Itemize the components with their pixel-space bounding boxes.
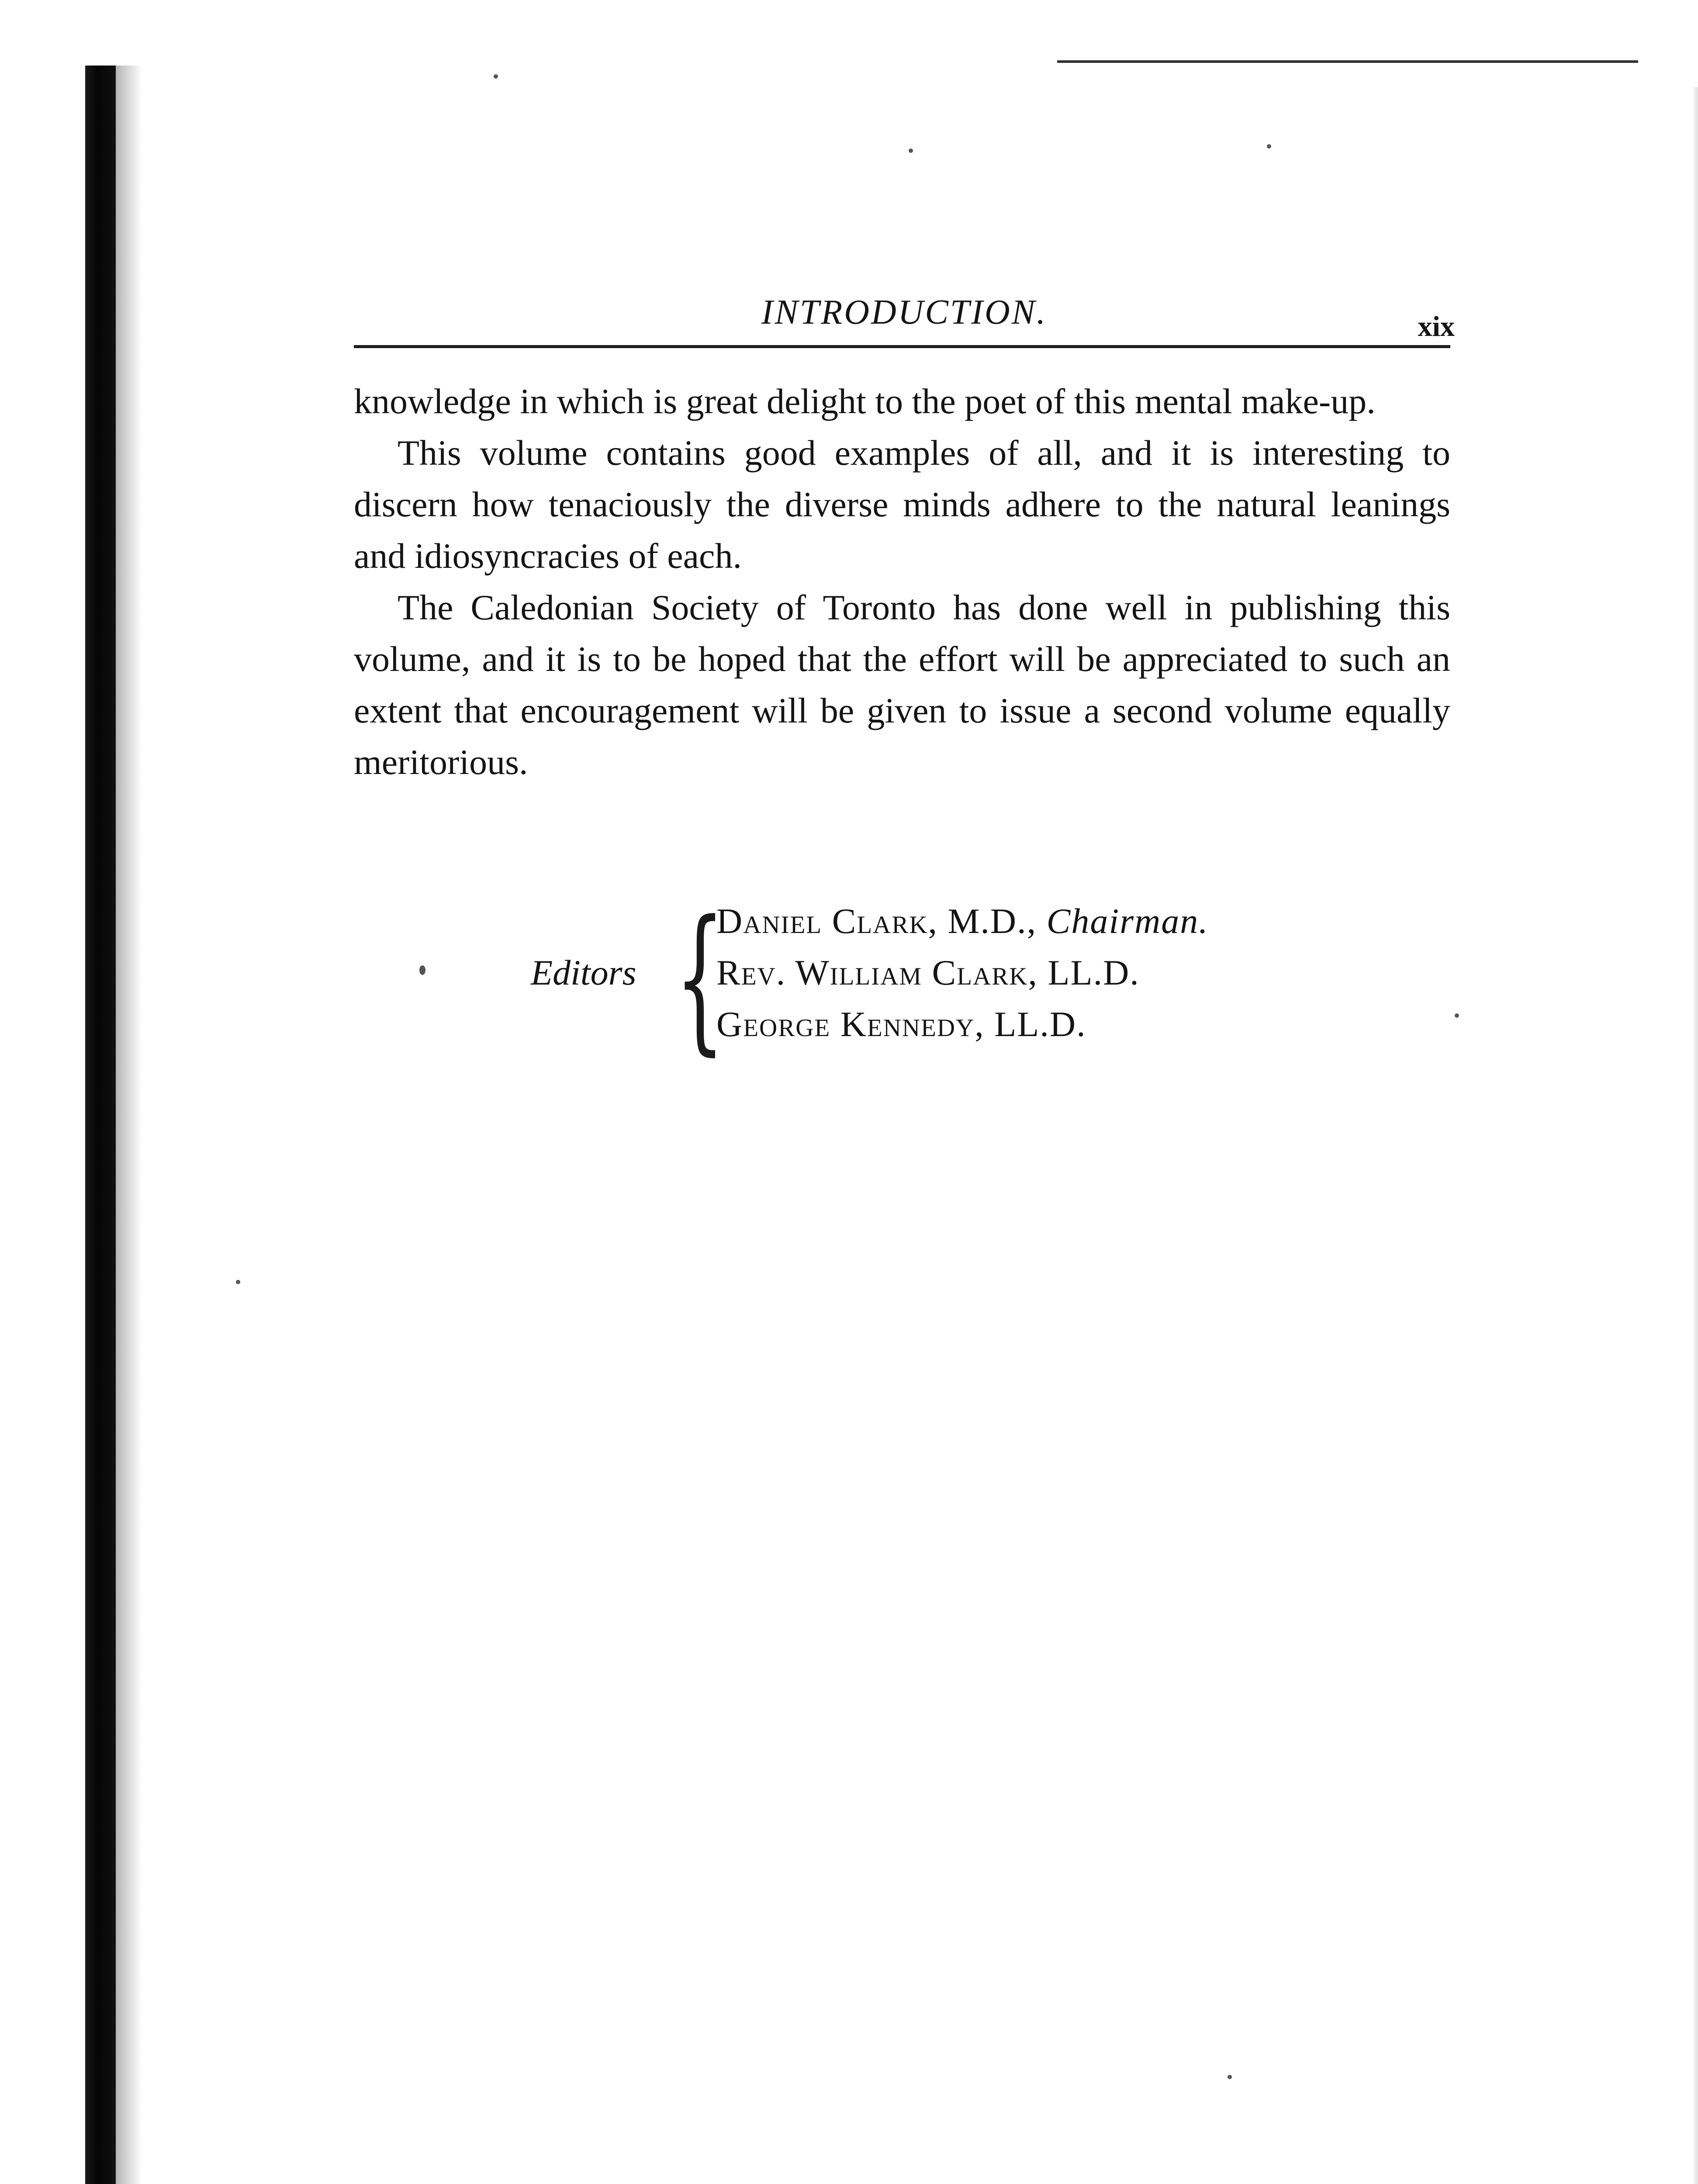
editor-name: George Kennedy, LL.D. [716,1004,1086,1044]
editor-name: Daniel Clark, M.D., [716,901,1037,941]
editors-label: Editors [531,953,636,992]
scan-speck [236,1280,240,1284]
editors-signature [520,887,1394,1070]
scan-speck [1228,2075,1232,2079]
editor-entry [716,895,1209,947]
scan-speck [1455,1013,1459,1018]
scan-speck [419,965,425,975]
top-edge-rule [1057,60,1638,63]
editor-role: Chairman. [1046,901,1209,941]
right-page-edge [1692,87,1698,2184]
binding-edge [85,66,116,2184]
header-rule [354,345,1450,348]
editor-name: Rev. William Clark, LL.D. [716,953,1140,992]
scan-speck [1267,144,1271,149]
running-head: INTRODUCTION. [761,293,1048,332]
paragraph: The Caledonian Society of Toronto has done well in publishing this volume, and it is to be hoped that the effort will be appreciated to such an extent that encouragement will be given to issue a second volume equally meritorious. [354,587,1450,782]
paragraph: This volume contains good examples of all, and it is interesting to discern how tenaciously the diverse minds adhere to the natural leanings and idiosyncracies of each. [354,433,1450,576]
scan-speck [494,74,498,79]
page-number: xix [1418,311,1455,342]
editor-entry [716,947,1209,999]
page-header [354,284,1455,349]
curly-brace: { [675,887,725,1070]
body-text [354,376,1450,788]
binding-shadow [116,66,142,2184]
editor-entry [716,999,1209,1050]
paragraph-continued: knowledge in which is great delight to the poet of this mental make-up. [354,381,1376,421]
editor-list [716,895,1209,1050]
scan-speck [909,149,913,153]
